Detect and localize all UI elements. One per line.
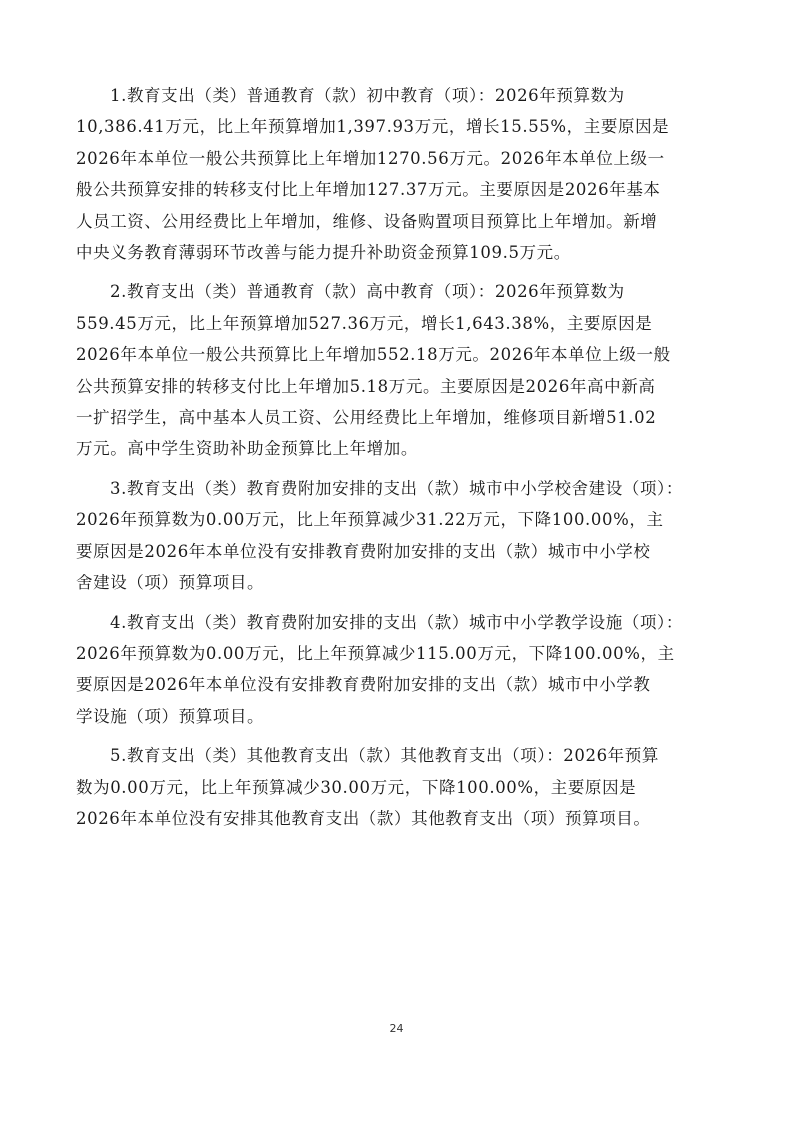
text-line: 中央义务教育薄弱环节改善与能力提升补助资金预算109.5万元。 (76, 243, 571, 263)
text-line: 公共预算安排的转移支付比上年增加5.18万元。主要原因是2026年高中新高 (76, 376, 656, 396)
text-line: 万元。高中学生资助补助金预算比上年增加。 (76, 439, 418, 459)
paragraph-3 (76, 473, 718, 599)
text-line: 559.45万元，比上年预算增加527.36万元，增长1,643.38%，主要原因是 (76, 313, 653, 333)
text-line: 4.教育支出（类）教育费附加安排的支出（款）城市中小学教学设施（项）： (110, 612, 683, 632)
text-line: 学设施（项）预算项目。 (76, 706, 265, 726)
text-line: 1.教育支出（类）普通教育（款）初中教育（项）：2026年预算数为 (110, 86, 625, 105)
text-line: 2026年本单位一般公共预算比上年增加552.18万元。2026年本单位上级一般 (76, 345, 671, 365)
text-line: 2026年预算数为0.00万元，比上年预算减少31.22万元，下降100.00%，主 (76, 510, 664, 530)
text-line: 般公共预算安排的转移支付比上年增加127.37万元。主要原因是2026年基本 (76, 180, 661, 200)
paragraph-1 (76, 80, 718, 268)
paragraph-5 (76, 740, 718, 834)
text-line: 2026年本单位一般公共预算比上年增加1270.56万元。2026年本单位上级一 (76, 148, 665, 168)
text-line: 要原因是2026年本单位没有安排教育费附加安排的支出（款）城市中小学校 (76, 541, 651, 561)
paragraph-4 (76, 607, 718, 733)
paragraph-2 (76, 276, 718, 464)
page-number: 24 (389, 1022, 404, 1035)
text-line: 5.教育支出（类）其他教育支出（款）其他教育支出（项）：2026年预算 (110, 746, 659, 766)
text-line: 舍建设（项）预算项目。 (76, 573, 265, 593)
text-line: 2026年预算数为0.00万元，比上年预算减少115.00万元，下降100.00%，主 (76, 643, 675, 663)
text-line: 2.教育支出（类）普通教育（款）高中教育（项）：2026年预算数为 (110, 282, 625, 302)
document-body (76, 80, 718, 842)
text-line: 要原因是2026年本单位没有安排教育费附加安排的支出（款）城市中小学教 (76, 675, 651, 695)
text-line: 3.教育支出（类）教育费附加安排的支出（款）城市中小学校舍建设（项）： (110, 478, 683, 498)
text-line: 数为0.00万元，比上年预算减少30.00万元，下降100.00%，主要原因是 (76, 777, 637, 797)
text-line: 2026年本单位没有安排其他教育支出（款）其他教育支出（项）预算项目。 (76, 808, 651, 828)
text-line: 10,386.41万元，比上年预算增加1,397.93万元，增长15.55%，主要原因是 (76, 117, 670, 137)
text-line: 一扩招学生，高中基本人员工资、公用经费比上年增加，维修项目新增51.02 (76, 408, 657, 428)
text-line: 人员工资、公用经费比上年增加，维修、设备购置项目预算比上年增加。新增 (76, 211, 658, 231)
